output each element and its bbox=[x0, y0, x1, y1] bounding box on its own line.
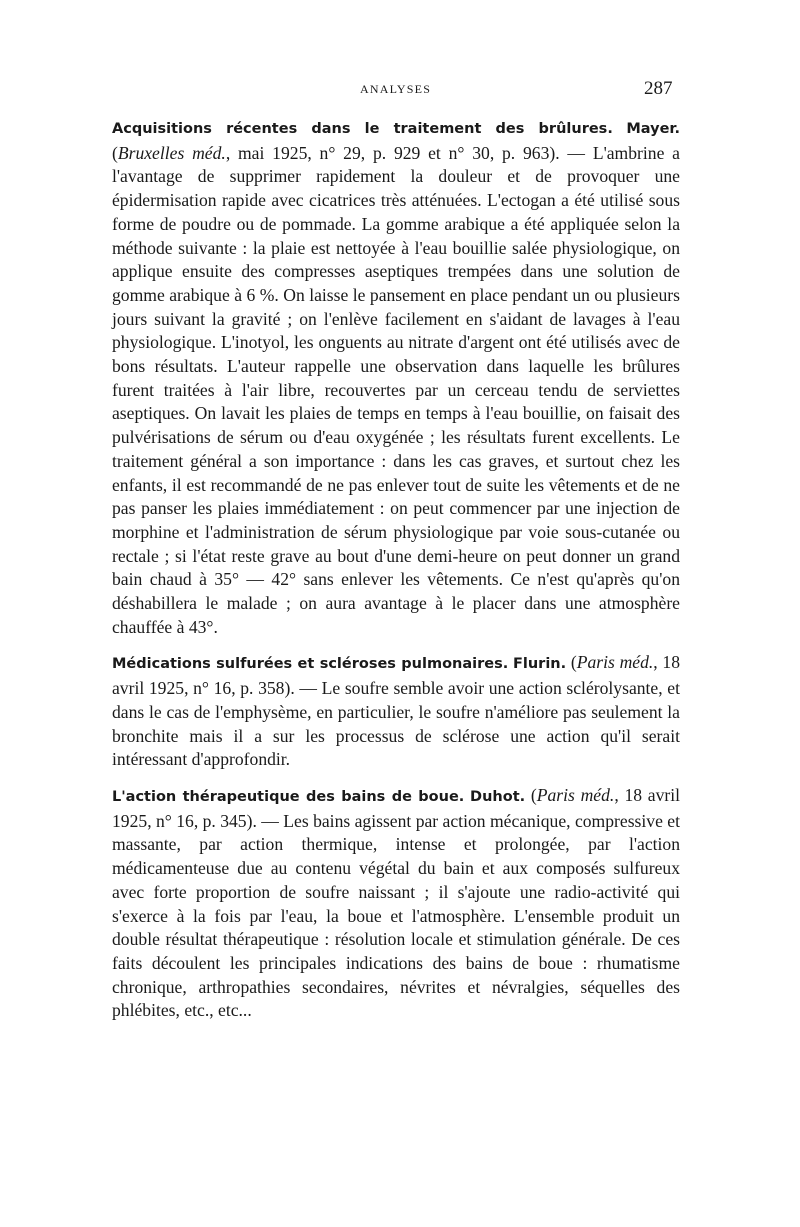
article-author: Duhot. bbox=[470, 788, 526, 805]
article-sulfur-sclerosis bbox=[112, 651, 680, 772]
article-body: L'ambrine a l'avantage de supprimer rapidement la douleur et de provoquer une épidermisation rapide avec cicatrices très atténuées. L'ectogan a été utilisé sous forme de poudre ou de pommade. La gomme arabique a été appliquée selon la méthode suivante : la plaie est nettoyée à l'eau bouillie salée physiologique, on applique ensuite des compresses aseptiques trempées dans une solution de gomme arabique à 6 %. On laisse le pansement en place pendant un ou plusieurs jours suivant la gravité ; on l'enlève facilement en s'aidant de lavages à l'eau physiologique. L'inotyol, les onguents au nitrate d'argent ont été utilisés avec de bons résultats. L'auteur rappelle une observation dans laquelle les brûlures furent traitées à l'air libre, recouvertes par un cerceau tendu de serviettes aseptiques. On lavait les plaies de temps en temps à l'eau bouillie, on faisait des pulvérisations de sérum ou d'eau oxygénée ; les résultats furent excellents. Le traitement général a son importance : dans les cas graves, et surtout chez les enfants, il est recommandé de ne pas enlever tout de suite les vêtements et de ne pas panser les plaies immédiatement : on peut commencer par une injection de morphine et l'administration de sérum physiologique par voie sous-cutanée ou rectale ; si l'état reste grave au bout d'une demi-heure on peut donner un grand bain chaud à 35° — 42° sans enlever les vêtements. Ce n'est qu'après qu'on déshabillera le malade ; on aura avantage à le placer dans une atmosphère chauffée à 43°. bbox=[112, 142, 680, 637]
journal-name: Paris méd. bbox=[576, 652, 654, 673]
page-number: 287 bbox=[644, 78, 673, 99]
page-content bbox=[112, 116, 680, 1035]
reference-details: , 18 avril 1925, n° 16, p. 345). — bbox=[112, 784, 681, 831]
journal-name: Paris méd. bbox=[536, 784, 615, 805]
article-title: L'action thérapeutique des bains de boue. bbox=[112, 788, 465, 805]
article-mud-baths bbox=[112, 784, 680, 1023]
article-ambrine-burns bbox=[112, 116, 680, 639]
article-body: Les bains agissent par action mécanique, compressive et massante, par action thermique, intense et prolongée, par l'action médicamenteuse due au contenu végétal du bain et aux composés sulfureux avec forte proportion de soufre naissant ; il s'ajoute une radio-activité qui s'exerce à la fois par l'eau, la boue et l'atmosphère. L'ensemble produit un double résultat thérapeutique : résolution locale et stimulation générale. De ces faits découlent les principales indications des bains de boue : rhumatisme chronique, arthropathies secondaires, névrites et névralgies, séquelles des phlébites, etc., etc... bbox=[112, 810, 680, 1021]
article-title: Acquisitions récentes dans le traitement des brûlures. bbox=[112, 121, 613, 137]
running-header bbox=[0, 78, 800, 102]
article-author: Flurin. bbox=[512, 656, 567, 673]
reference-details: , mai 1925, n° 29, p. 929 et n° 30, p. 963). — bbox=[225, 142, 593, 163]
reference-open: ( bbox=[570, 652, 577, 673]
reference-open: ( bbox=[112, 142, 118, 163]
reference-details: , 18 avril 1925, n° 16, p. 358). — bbox=[112, 652, 681, 699]
running-title: ANALYSES bbox=[360, 82, 432, 96]
article-author: Mayer. bbox=[626, 121, 680, 137]
reference-open: ( bbox=[530, 784, 537, 805]
article-body: Le soufre semble avoir une action sclérolysante, et dans le cas de l'emphysème, en particulier, le soufre n'améliore pas seulement la bronchite mais il a sur les processus de sclérose une action qu'il serait intéressant d'approfondir. bbox=[112, 678, 680, 770]
journal-name: Bruxelles méd. bbox=[117, 142, 226, 163]
article-title: Médications sulfurées et scléroses pulmonaires. bbox=[112, 656, 509, 673]
